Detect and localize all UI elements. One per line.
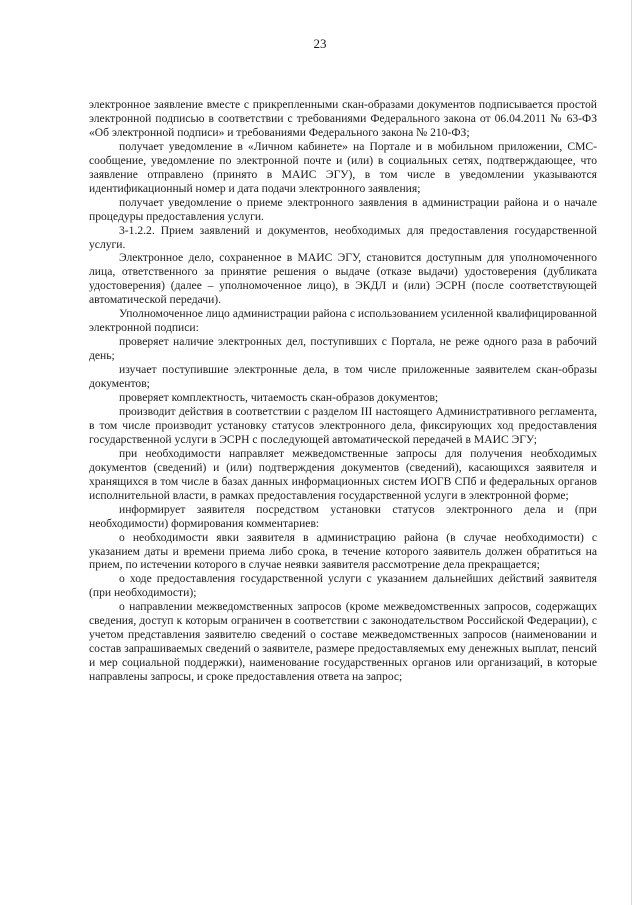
list-item: проверяет комплектность, читаемость скан-образов документов; [119,391,439,405]
section-heading: 3-1.2.2. Прием заявлений и документов, необходимых для предоставления государственной услуги. [89,223,597,251]
paragraph: получает уведомление в «Личном кабинете» на Портале и в мобильном приложении, СМС-сообщение, уведомление по электронной почте и (или) в социальных сетях, подтверждающее, что заявление отправлено (принято в МАИС ЭГУ), в том числе в уведомлении указываются идентификационный номер и дата подачи электронного заявления; [89,139,597,195]
list-item: информирует заявителя посредством установки статусов электронного дела и (при необходимости) формирования комментариев: [89,502,597,530]
list-item: о направлении межведомственных запросов (кроме межведомственных запросов, содержащих сведения, доступ к которым ограничен в соответствии с законодательством Российской Федерации), с учетом представления заявителю сведений о составе межведомственных запросов (наименовании и состав запрашиваемых сведений о заявителе, размере предоставляемых ему денежных выплат, пенсий и мер социальной поддержки), наименование государственных органов или организаций, в которые направлены запросы, и сроке предоставления ответа на запрос; [89,600,597,684]
paragraph: Уполномоченное лицо администрации района с использованием усиленной квалифицированной электронной подписи: [89,307,597,335]
list-item: изучает поступившие электронные дела, в том числе приложенные заявителем скан-образы документов; [89,363,597,391]
scan-edge [631,0,632,905]
paragraph: получает уведомление о приеме электронного заявления в администрации района и о начале процедуры предоставления услуги. [89,195,597,223]
paragraph: Электронное дело, сохраненное в МАИС ЭГУ, становится доступным для уполномоченного лица, ответственного за принятие решения о выдаче (отказе выдачи) удостоверения (дубликата удостоверения) (далее – уполномоченное лицо), в ЭКДЛ и (или) ЭСРН (после соответствующей автоматической передачи). [89,251,597,307]
list-item: при необходимости направляет межведомственные запросы для получения необходимых документов (сведений) и (или) подтверждения документов (сведений), касающихся заявителя и хранящихся в том числе в базах данных информационных систем ИОГВ СПб и федеральных органов исполнительной власти, в рамках предоставления государственной услуги в электронной форме; [89,446,597,502]
page-number: 23 [313,36,327,51]
list-item: проверяет наличие электронных дел, поступивших с Портала, не реже одного раза в рабочий день; [89,335,597,363]
list-item: производит действия в соответствии с разделом III настоящего Административного регламента, в том числе производит установку статусов электронного дела, фиксирующих ход предоставления государственной услуги в ЭСРН с последующей автоматической передачей в МАИС ЭГУ; [89,404,597,446]
list-item: о необходимости явки заявителя в администрацию района (в случае необходимости) с указанием даты и времени приема либо срока, в течение которого заявитель должен обратиться на прием, по истечении которого в случае неявки заявителя рассмотрение дела прекращается; [89,530,597,572]
list-item: о ходе предоставления государственной услуги с указанием дальнейших действий заявителя (при необходимости); [89,572,597,600]
document-body [89,98,597,684]
paragraph: электронное заявление вместе с прикрепленными скан-образами документов подписывается простой электронной подписью в соответствии с требованиями Федерального закона от 06.04.2011 № 63-ФЗ «Об электронной подписи» и требованиями Федерального закона № 210-ФЗ; [89,98,597,139]
